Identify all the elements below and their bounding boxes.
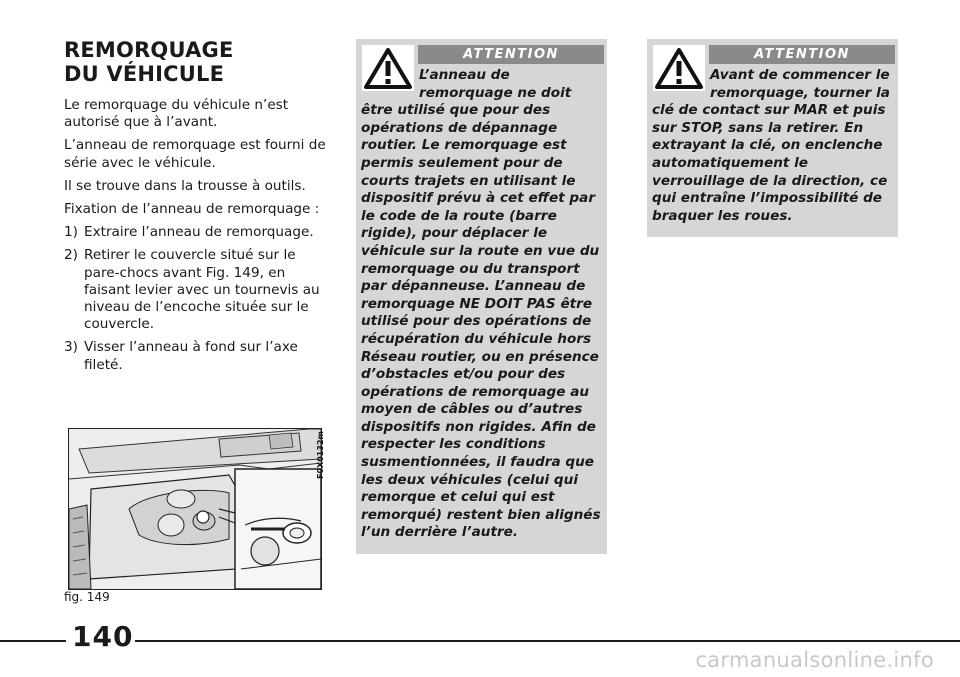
footer-rule-right [132, 640, 960, 642]
step-text: Retirer le couvercle situé sur le pare-chocs avant Fig. 149, en faisant levier avec un tournevis au niveau de l’encoche située sur le couvercle. [84, 247, 320, 333]
figure-code: F0X0132m [316, 431, 325, 479]
footer-rule-left [0, 640, 66, 642]
warning-box-ignition [647, 39, 898, 237]
warning-lead: L’anneau de remorquage ne doit [419, 67, 572, 101]
warning-body: clé de contact sur MAR et puis sur STOP, sans la retirer. En extrayant la clé, on enclenche automatiquement le verrouillage de la direction, ce qui entraîne l’impossibilité de braquer les roues. [652, 102, 888, 224]
paragraph-ring-supplied: L’anneau de remorquage est fourni de série avec le véhicule. [64, 137, 326, 171]
warning-lead: Avant de commencer le remorquage, tourner la [710, 67, 890, 101]
bumper-drawing [69, 429, 321, 589]
body-text-column [64, 97, 326, 380]
warning-body: être utilisé que pour des opérations de dépannage routier. Le remorquage est permis seulement pour de courts trajets en utilisant le dispositif prévu à cet effet par le code de la route (barre rigide), pour déplacer le véhicule sur la route en vue du remorquage ou du transport par dépanneuse. L’anneau de remorquage NE DOIT PAS être utilisé pour des opérations de récupération du véhicule hors Réseau routier, ou en présence d’obstacles et/ou pour des opérations de remorquage au moyen de câbles ou d’autres dispositifs non rigides. Afin de respecter les conditions susmentionnées, il faudra que les deux véhicules (celui qui remorque et celui qui est remorqué) restent bien alignés l’un derrière l’autre. [361, 102, 601, 541]
step-text: Extraire l’anneau de remorquage. [84, 224, 314, 241]
watermark: carmanualsonline.info [695, 648, 934, 672]
step-number: 2) [64, 247, 78, 264]
section-heading [64, 38, 234, 86]
paragraph-towing-front: Le remorquage du véhicule n’est autorisé que à l’avant. [64, 97, 289, 131]
step-2 [64, 247, 326, 333]
warning-text [652, 67, 894, 225]
figure-caption: fig. 149 [64, 590, 110, 604]
paragraph-toolkit: Il se trouve dans la trousse à outils. [64, 177, 306, 194]
page-number: 140 [72, 620, 134, 653]
paragraph-fixing-intro: Fixation de l’anneau de remorquage : [64, 201, 320, 218]
heading-line-2: DU VÉHICULE [64, 62, 225, 86]
figure-front-bumper-illustration [68, 428, 322, 590]
step-1 [64, 224, 326, 241]
step-number: 1) [64, 224, 78, 241]
warning-text [361, 67, 603, 542]
step-number: 3) [64, 339, 78, 356]
heading-line-1: REMORQUAGE [64, 38, 234, 62]
warning-box-ring-usage [356, 39, 607, 554]
warning-banner: ATTENTION [418, 45, 604, 64]
step-text: Visser l’anneau à fond sur l’axe fileté. [84, 339, 298, 373]
step-3 [64, 339, 326, 373]
warning-banner: ATTENTION [709, 45, 895, 64]
